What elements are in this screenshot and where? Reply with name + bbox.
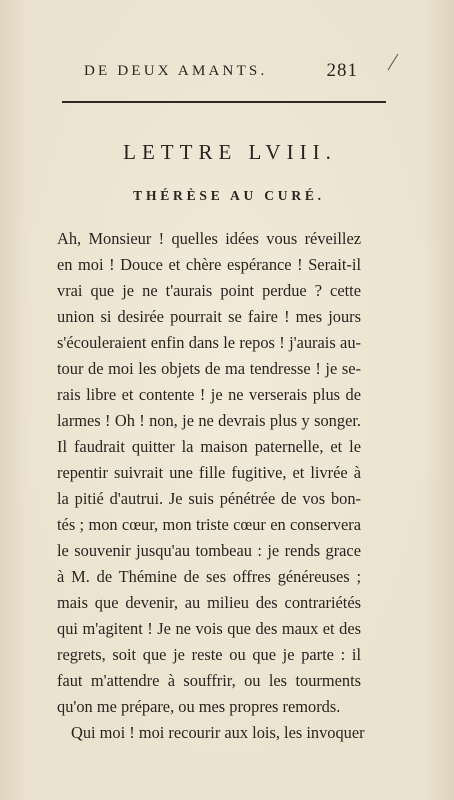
body-line: Il faudrait quitter la maison paternelle, et le xyxy=(57,437,361,456)
running-head: DE DEUX AMANTS. xyxy=(84,63,268,79)
body-line: qu'on me prépare, ou mes propres remords. xyxy=(57,697,341,716)
body-line: repentir suivrait une fille fugitive, et livrée à xyxy=(57,463,361,482)
body-line: vrai que je ne t'aurais point perdue ? cette xyxy=(57,281,361,300)
body-line: qui m'agitent ! Je ne vois que des maux et des xyxy=(57,619,361,638)
body-line: tés ; mon cœur, mon triste cœur en conservera xyxy=(57,515,361,534)
body-line: tour de moi les objets de ma tendresse ! je se- xyxy=(57,359,361,378)
body-line: le souvenir jusqu'au tombeau : je rends grace xyxy=(57,541,361,560)
body-line: union si desirée pourrait se faire ! mes jours xyxy=(57,307,361,326)
body-line: regrets, soit que je reste ou que je parte : il xyxy=(57,645,361,664)
page-number: 281 xyxy=(326,60,358,81)
body-line: en moi ! Douce et chère espérance ! Serait-il xyxy=(57,255,361,274)
body-line: mais que devenir, au milieu des contrariétés xyxy=(57,593,361,612)
body-line: la pitié d'autrui. Je suis pénétrée de vos bon- xyxy=(57,489,361,508)
pencil-mark xyxy=(385,52,401,72)
body-line: Ah, Monsieur ! quelles idées vous réveillez xyxy=(57,229,361,248)
body-line: faut m'attendre à souffrir, ou les tourments xyxy=(57,671,361,690)
body-line: Qui moi ! moi recourir aux lois, les invoquer xyxy=(71,723,365,742)
body-line: à M. de Thémine de ses offres généreuses ; xyxy=(57,567,361,586)
body-line: s'écouleraient enfin dans le repos ! j'aurais au- xyxy=(57,333,361,352)
letter-subtitle: THÉRÈSE AU CURÉ. xyxy=(133,188,325,203)
letter-body xyxy=(57,226,365,746)
body-line: larmes ! Oh ! non, je ne devrais plus y songer. xyxy=(57,411,361,430)
letter-title: LETTRE LVIII. xyxy=(123,140,337,164)
body-line: rais libre et contente ! je ne verserais plus de xyxy=(57,385,361,404)
header-rule xyxy=(62,101,386,103)
